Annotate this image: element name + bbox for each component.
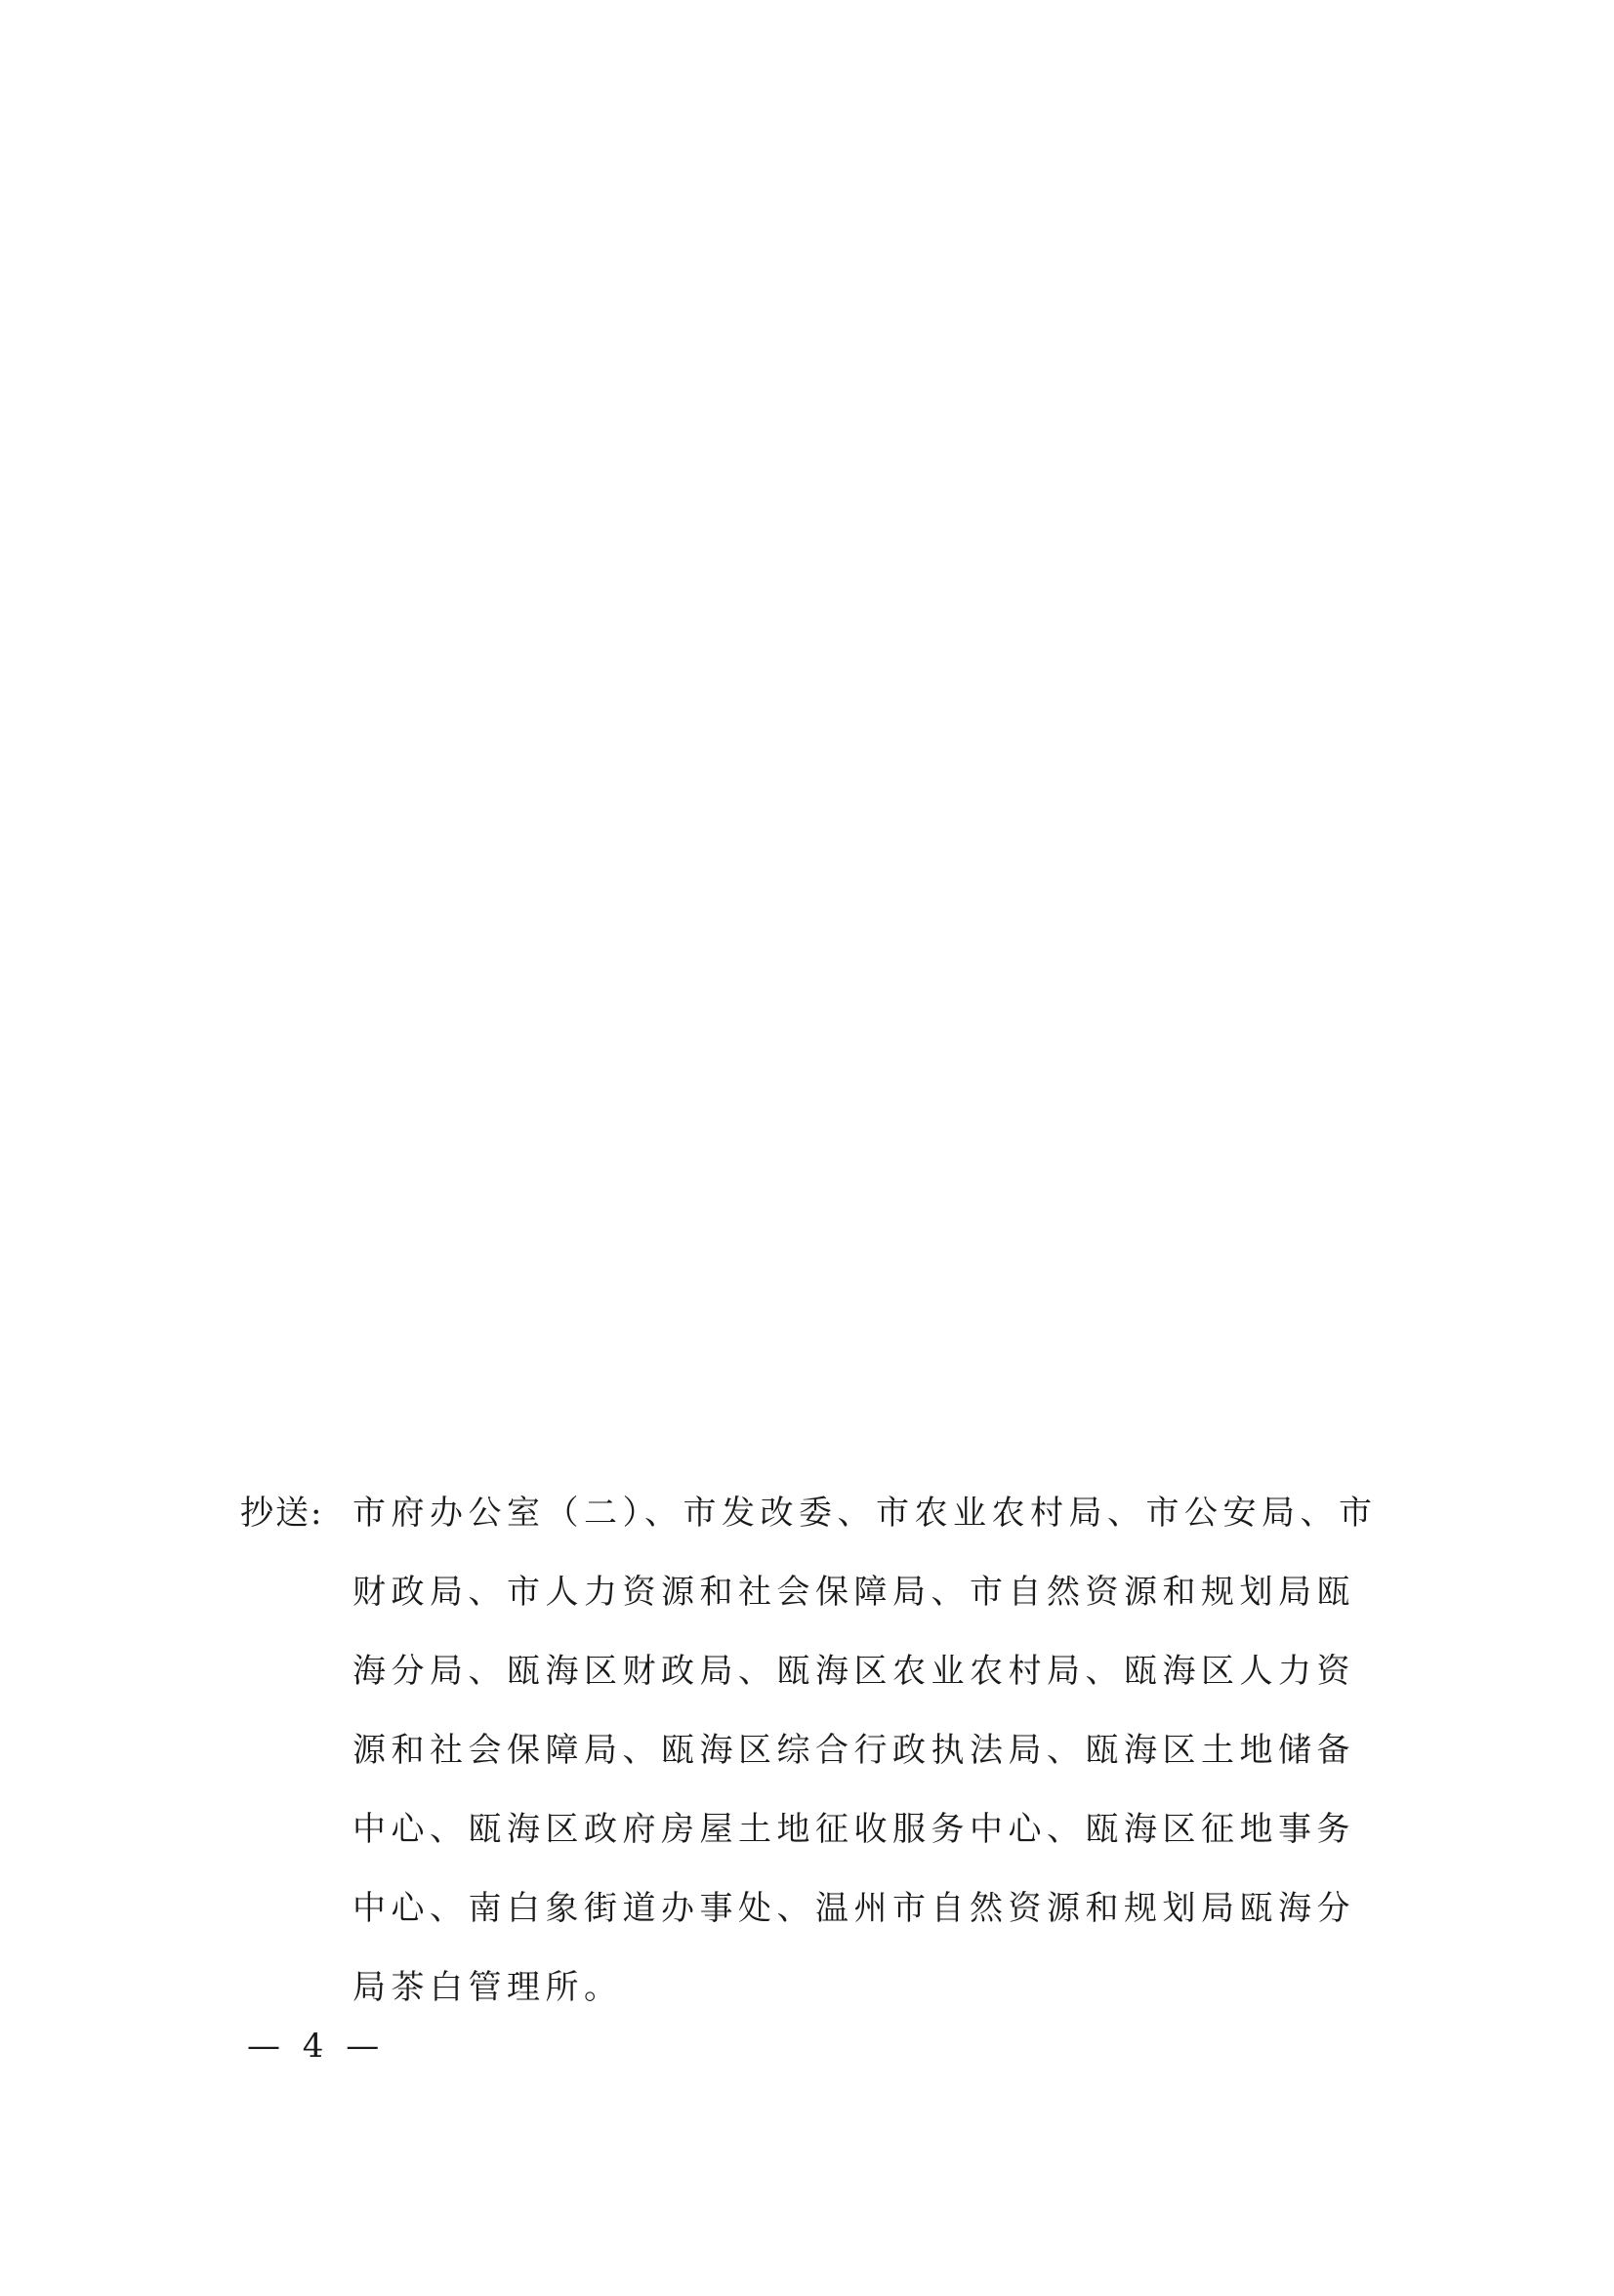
- cc-line: 市府办公室（二）、市发改委、市农业农村局、市公安局、市: [352, 1494, 1378, 1533]
- cc-line: 海分局、瓯海区财政局、瓯海区农业农村局、瓯海区人力资: [352, 1652, 1355, 1691]
- cc-line: 源和社会保障局、瓯海区综合行政执法局、瓯海区土地储备: [352, 1731, 1355, 1770]
- cc-line: 局茶白管理所。: [352, 1968, 623, 2007]
- cc-line: 中心、瓯海区政府房屋土地征收服务中心、瓯海区征地事务: [352, 1810, 1355, 1849]
- page-number: — 4 —: [247, 2027, 386, 2066]
- cc-line: 中心、南白象街道办事处、温州市自然资源和规划局瓯海分: [352, 1889, 1355, 1928]
- cc-line: 财政局、市人力资源和社会保障局、市自然资源和规划局瓯: [352, 1573, 1355, 1612]
- cc-label: 抄送:: [240, 1494, 324, 1533]
- cc-recipients: [352, 1474, 1378, 2028]
